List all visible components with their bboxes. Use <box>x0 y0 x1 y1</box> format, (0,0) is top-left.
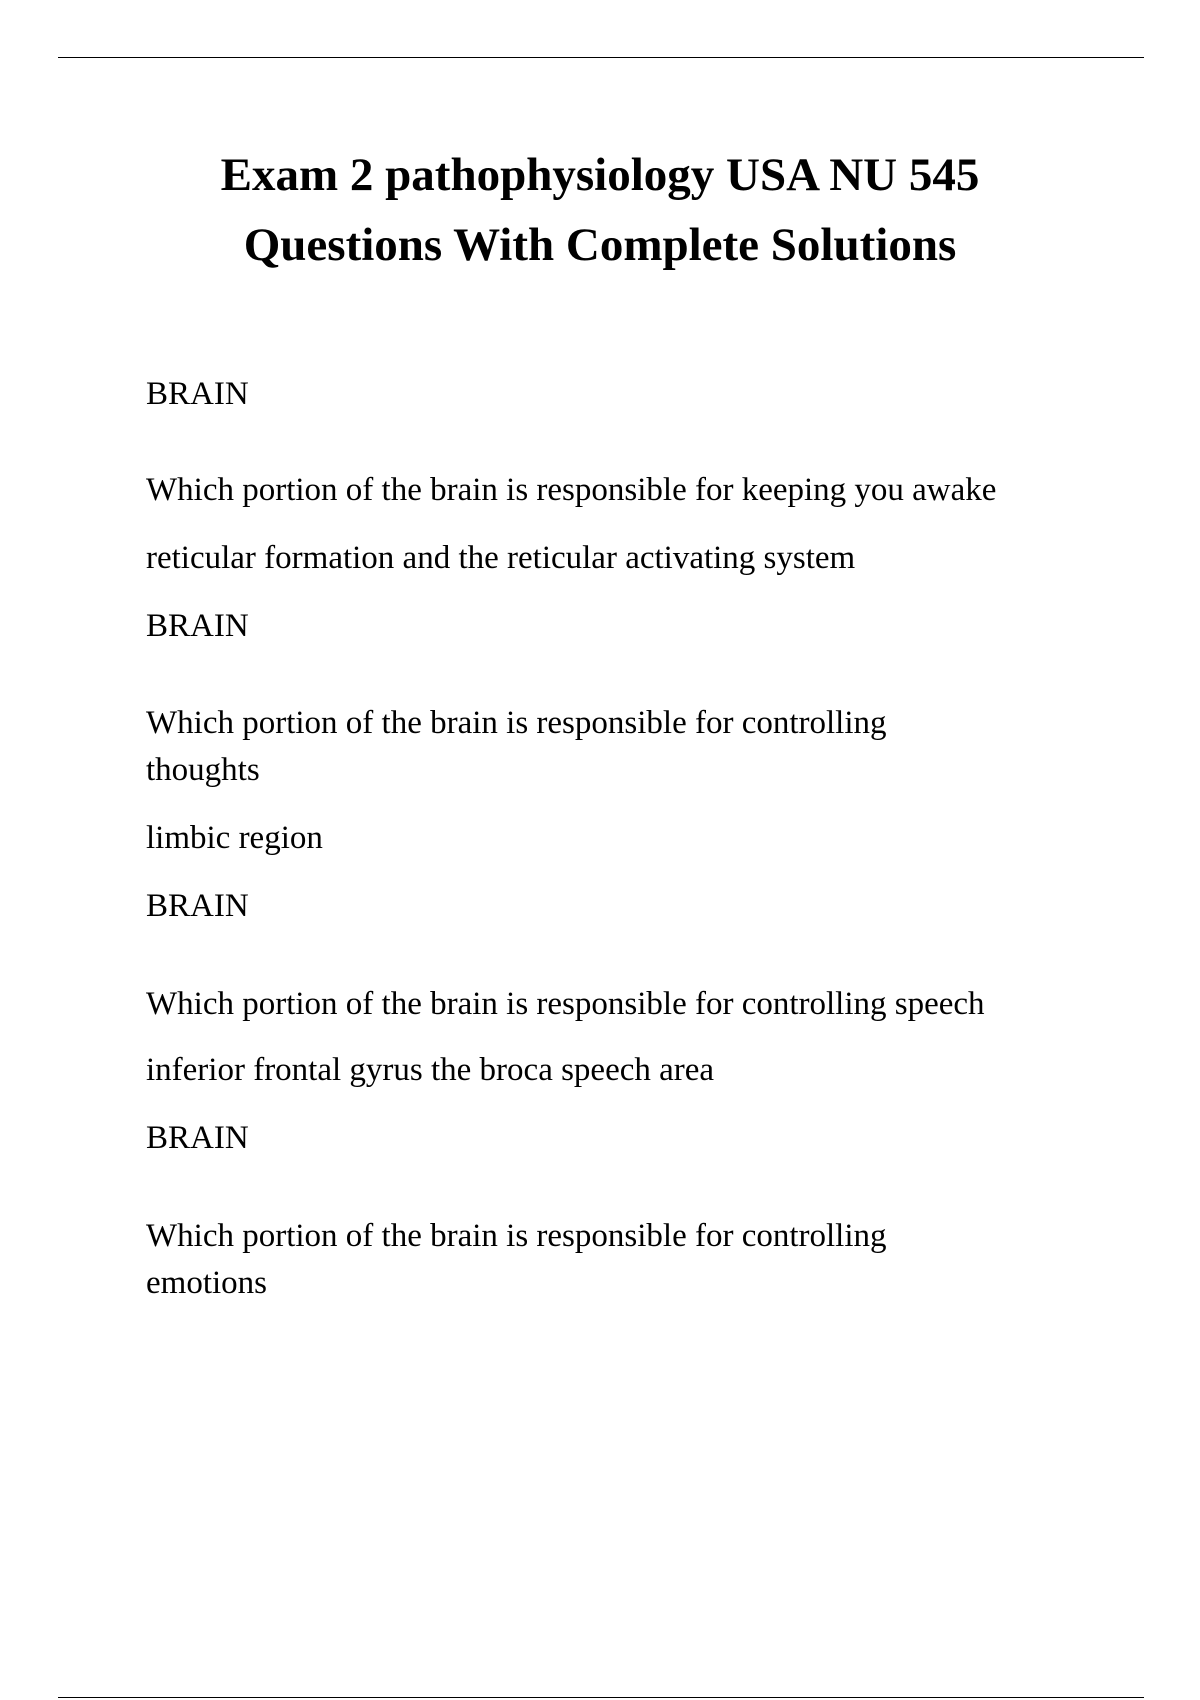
card-2-answer: limbic region <box>146 820 323 856</box>
page-title <box>100 140 1100 280</box>
title-line-2: Questions With Complete Solutions <box>243 219 957 271</box>
top-divider <box>58 57 1144 58</box>
title-line-1: Exam 2 pathophysiology USA NU 545 <box>220 149 980 201</box>
card-1-question: Which portion of the brain is responsible for keeping you awake <box>146 472 997 508</box>
card-3-question: Which portion of the brain is responsible for controlling speech <box>146 986 985 1022</box>
card-4-question: Which portion of the brain is responsible for controlling emotions <box>146 1218 887 1301</box>
card-2-category: BRAIN <box>146 608 249 644</box>
card-4-category: BRAIN <box>146 1120 249 1156</box>
card-3-category: BRAIN <box>146 888 249 924</box>
card-1-category: BRAIN <box>146 376 249 412</box>
card-2-question: Which portion of the brain is responsible for controlling thoughts <box>146 705 887 788</box>
card-3-answer: inferior frontal gyrus the broca speech area <box>146 1052 715 1088</box>
card-1-answer: reticular formation and the reticular activating system <box>146 540 856 576</box>
bottom-divider <box>58 1697 1144 1698</box>
